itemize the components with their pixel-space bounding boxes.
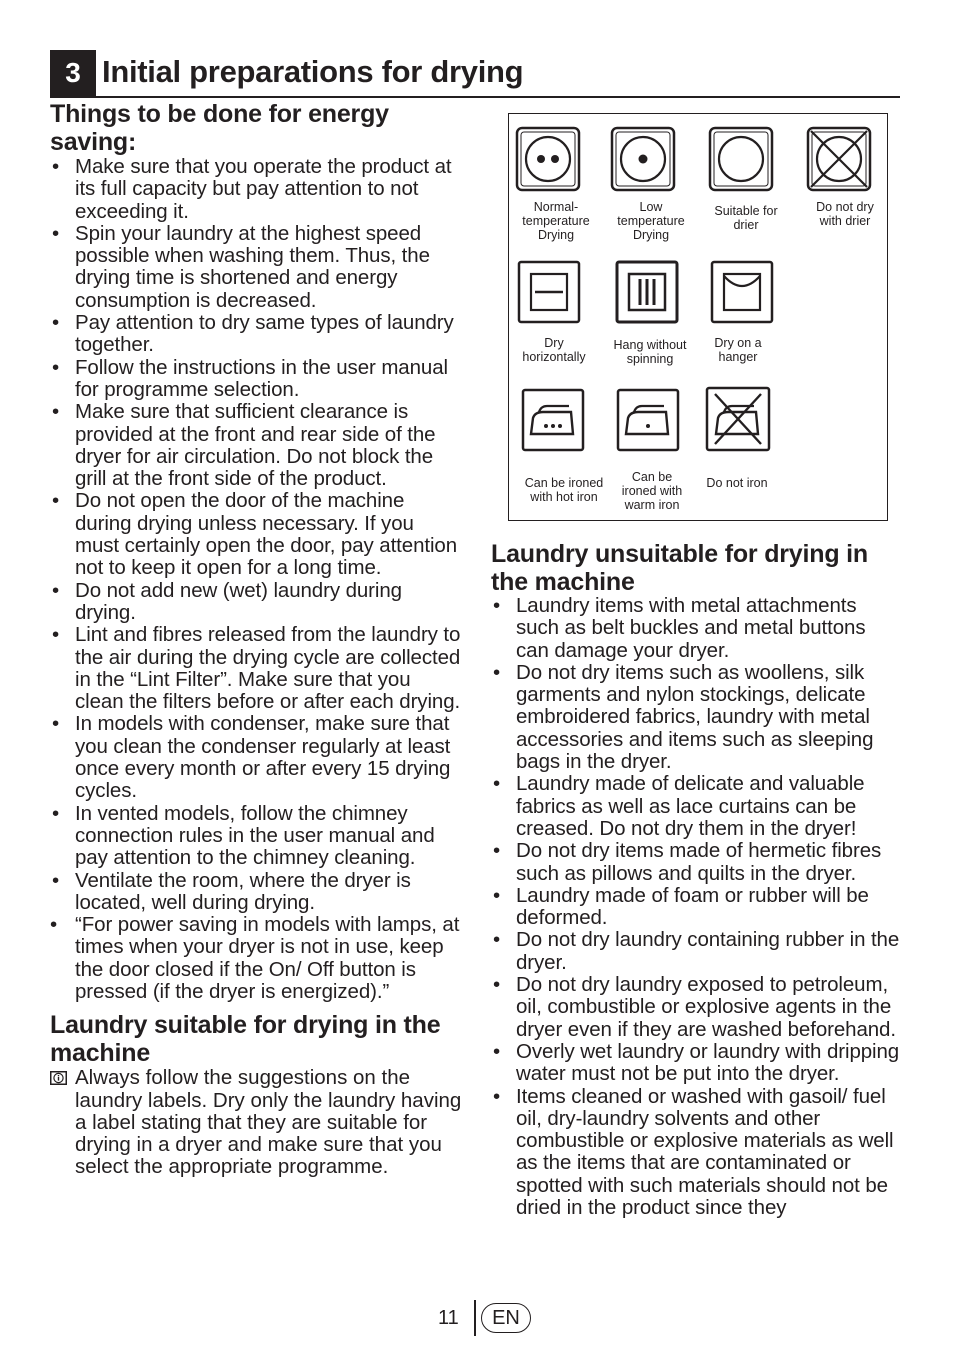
symbol-label: Suitable for drier xyxy=(714,204,778,232)
symbol-label: Can be ironed with hot iron xyxy=(524,476,604,504)
language-badge: EN xyxy=(481,1303,531,1333)
list-item: • Laundry items with metal attachments such as belt buckles and metal buttons can damage your dryer. xyxy=(493,594,866,662)
normal-temperature-drying-icon xyxy=(515,126,581,192)
iron-medium-heat-icon xyxy=(616,388,680,452)
list-item: • Make sure that you operate the product at its full capacity but pay attention to not exceeding it. xyxy=(52,155,452,223)
right-column xyxy=(491,540,903,1219)
unsuitable-heading: Laundry unsuitable for drying in the machine xyxy=(491,540,868,596)
symbol-label: Dry horizontally xyxy=(522,336,586,364)
dry-flat-icon xyxy=(517,260,581,324)
list-item: • Overly wet laundry or laundry with dripping water must not be put into the dryer. xyxy=(493,1039,900,1086)
left-column xyxy=(50,100,462,1179)
list-item: • “For power saving in models with lamps, at times when your dryer is not in use, keep the door closed if the On/ Off button is pressed (if the dryer is energized).” xyxy=(50,913,460,1003)
suitable-note: Always follow the suggestions on the laundry labels. Dry only the laundry having a label stating that they are suitable for drying in a dryer and make sure that you select the appropriate programme. xyxy=(50,1067,462,1178)
section-number: 3 xyxy=(50,50,96,96)
info-icon xyxy=(50,1071,67,1085)
list-item: • Laundry made of foam or rubber will be deformed. xyxy=(493,883,869,930)
symbol-label: Normal- temperature Drying xyxy=(522,200,590,242)
section-header xyxy=(50,50,900,98)
list-item: • Do not dry items such as woollens, silk garments and nylon stockings, delicate embroidered fabrics, laundry with metal accessories and items such as sleeping bags in the dryer. xyxy=(493,660,874,774)
list-item: • Lint and fibres released from the laundry to the air during the drying cycle are collected in the “Lint Filter”. Make sure that you clean the filters before or after each drying. xyxy=(52,623,461,714)
list-item: • In models with condenser, make sure that you clean the condenser regularly at least once every month or after every 15 drying cycles. xyxy=(52,712,451,803)
list-item: • Follow the instructions in the user manual for programme selection. xyxy=(52,355,448,401)
list-item: • Do not dry items made of hermetic fibres such as pillows and quilts in the dryer. xyxy=(493,839,882,885)
symbol-label: Hang without spinning xyxy=(613,338,687,366)
low-temperature-drying-icon xyxy=(610,126,676,192)
list-item: • Laundry made of delicate and valuable fabrics as well as lace curtains can be creased. Do not dry them in the dryer! xyxy=(493,772,865,840)
list-item: • Do not dry laundry exposed to petroleum, oil, combustible or explosive agents in the dryer even if they are washed beforehand. xyxy=(493,973,896,1041)
drip-dry-icon xyxy=(615,260,679,324)
suitable-heading: Laundry suitable for drying in the machine xyxy=(50,1011,441,1068)
list-item: • Do not open the door of the machine during drying unless necessary. If you must certainly open the door, pay attention not to keep it open for a long time. xyxy=(52,489,458,580)
do-not-iron-icon xyxy=(705,386,771,452)
list-item: • Make sure that sufficient clearance is provided at the front and rear side of the dryer for air circulation. Do not block the grill at the front side of the product. xyxy=(52,400,436,491)
unsuitable-list xyxy=(491,595,903,1219)
tumble-dry-icon xyxy=(708,126,774,192)
footer-divider xyxy=(474,1300,476,1336)
symbol-label: Do not dry with drier xyxy=(816,200,874,228)
section-title: Initial preparations for drying xyxy=(102,54,524,89)
care-symbols-table xyxy=(508,113,888,521)
energy-saving-heading: Things to be done for energy saving: xyxy=(50,100,389,156)
symbol-label: Can be ironed with warm iron xyxy=(621,470,683,512)
symbol-label: Low temperature Drying xyxy=(617,200,685,242)
do-not-tumble-dry-icon xyxy=(806,126,872,192)
symbol-label: Dry on a hanger xyxy=(714,336,762,364)
list-item: • Pay attention to dry same types of laundry together. xyxy=(52,311,454,357)
symbol-label: Do not iron xyxy=(706,476,768,490)
page-number: 11 xyxy=(438,1307,459,1329)
list-item: • Do not dry laundry containing rubber in the dryer. xyxy=(493,928,900,974)
energy-saving-list xyxy=(50,156,462,1003)
list-item: • Ventilate the room, where the dryer is located, well during drying. xyxy=(52,868,411,914)
list-item: • In vented models, follow the chimney connection rules in the user manual and pay attention to the chimney cleaning. xyxy=(52,801,435,870)
list-item: • Do not add new (wet) laundry during drying. xyxy=(52,578,402,624)
list-item: • Items cleaned or washed with gasoil/ fuel oil, dry-laundry solvents and other combustible or explosive materials as well as the items that are contaminated or spotted with such materials should not be dried in the product since they xyxy=(493,1084,894,1220)
list-item: • Spin your laundry at the highest speed possible when washing them. Thus, the drying time is shortened and energy consumption is decreased. xyxy=(52,221,430,312)
line-dry-icon xyxy=(710,260,774,324)
iron-high-heat-icon xyxy=(521,388,585,452)
